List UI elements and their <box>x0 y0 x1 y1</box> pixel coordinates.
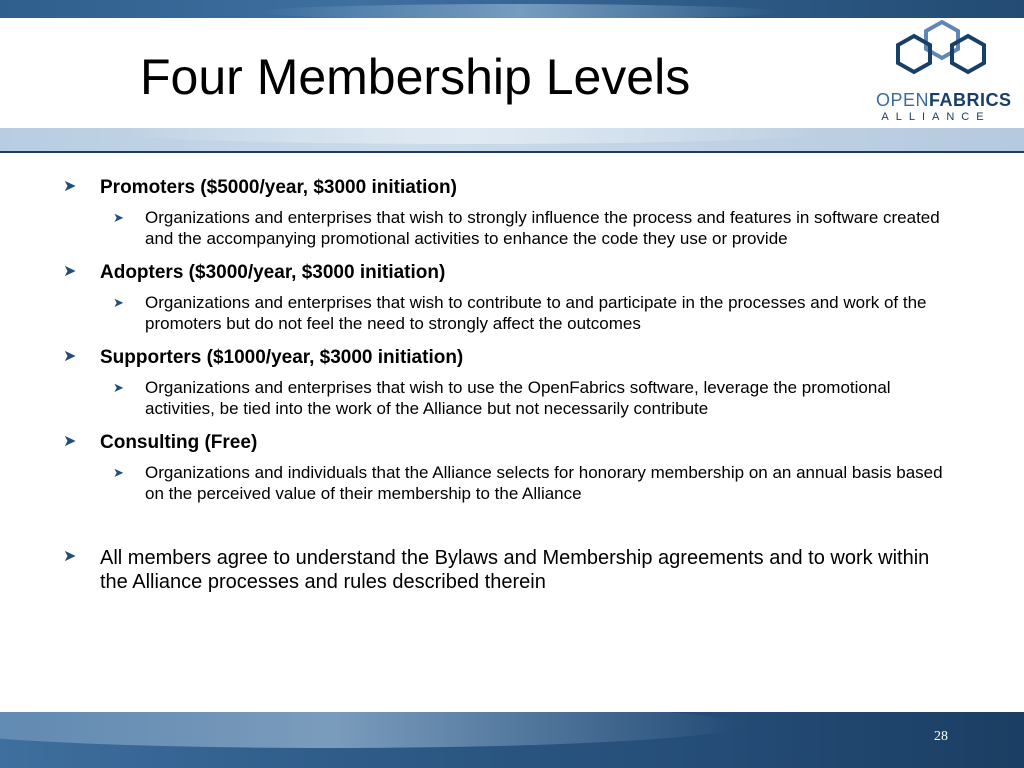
arrow-bullet-icon: ➤ <box>113 210 124 225</box>
page-number: 28 <box>934 729 948 744</box>
header-decor-band <box>0 128 1024 152</box>
header-divider <box>0 151 1024 153</box>
sub-bullet-adopters <box>108 292 960 334</box>
bullet-detail: Organizations and individuals that the Alliance selects for honorary membership on an annual basis based on the perceived value of their membership to the Alliance <box>145 463 943 503</box>
logo-alliance: ALLIANCE <box>881 111 991 123</box>
bullet-consulting <box>60 431 960 454</box>
bullet-supporters <box>60 346 960 369</box>
arrow-bullet-icon: ➤ <box>113 295 124 310</box>
slide-header <box>0 18 1024 128</box>
arrow-bullet-icon: ➤ <box>63 348 77 365</box>
bullet-heading: Adopters ($3000/year, $3000 initiation) <box>100 262 446 283</box>
arrow-bullet-icon: ➤ <box>63 433 77 450</box>
bullet-promoters <box>60 176 960 199</box>
arrow-bullet-icon: ➤ <box>113 380 124 395</box>
sub-bullet-promoters <box>108 207 960 249</box>
slide-body <box>60 176 960 606</box>
bullet-heading: Consulting (Free) <box>100 432 258 453</box>
arrow-bullet-icon: ➤ <box>63 178 77 195</box>
logo-wordmark: OPENFABRICS <box>876 90 1012 110</box>
arrow-bullet-icon: ➤ <box>113 465 124 480</box>
hexagon-logo-icon <box>876 20 996 90</box>
bullet-detail: Organizations and enterprises that wish to contribute to and participate in the processes and work of the promoters but do not feel the need to strongly affect the outcomes <box>145 293 927 333</box>
openfabrics-logo <box>876 20 1012 124</box>
arrow-bullet-icon: ➤ <box>63 263 77 280</box>
sub-bullet-consulting <box>108 462 960 504</box>
closing-text: All members agree to understand the Bylaws and Membership agreements and to work within the Alliance processes and rules described therein <box>100 547 930 593</box>
bullet-heading: Promoters ($5000/year, $3000 initiation) <box>100 177 457 198</box>
bullet-detail: Organizations and enterprises that wish to strongly influence the process and features in software created and the accompanying promotional activities to enhance the code they use or provide <box>145 208 940 248</box>
bullet-adopters <box>60 261 960 284</box>
slide-title: Four Membership Levels <box>140 49 691 105</box>
top-decor-band <box>0 0 1024 18</box>
arrow-bullet-icon: ➤ <box>63 548 77 565</box>
bullet-heading: Supporters ($1000/year, $3000 initiation) <box>100 347 464 368</box>
bullet-closing <box>60 546 960 594</box>
sub-bullet-supporters <box>108 377 960 419</box>
footer-decor-band <box>0 712 1024 768</box>
bullet-detail: Organizations and enterprises that wish to use the OpenFabrics software, leverage the promotional activities, be tied into the work of the Alliance but not necessarily contribute <box>145 378 891 418</box>
